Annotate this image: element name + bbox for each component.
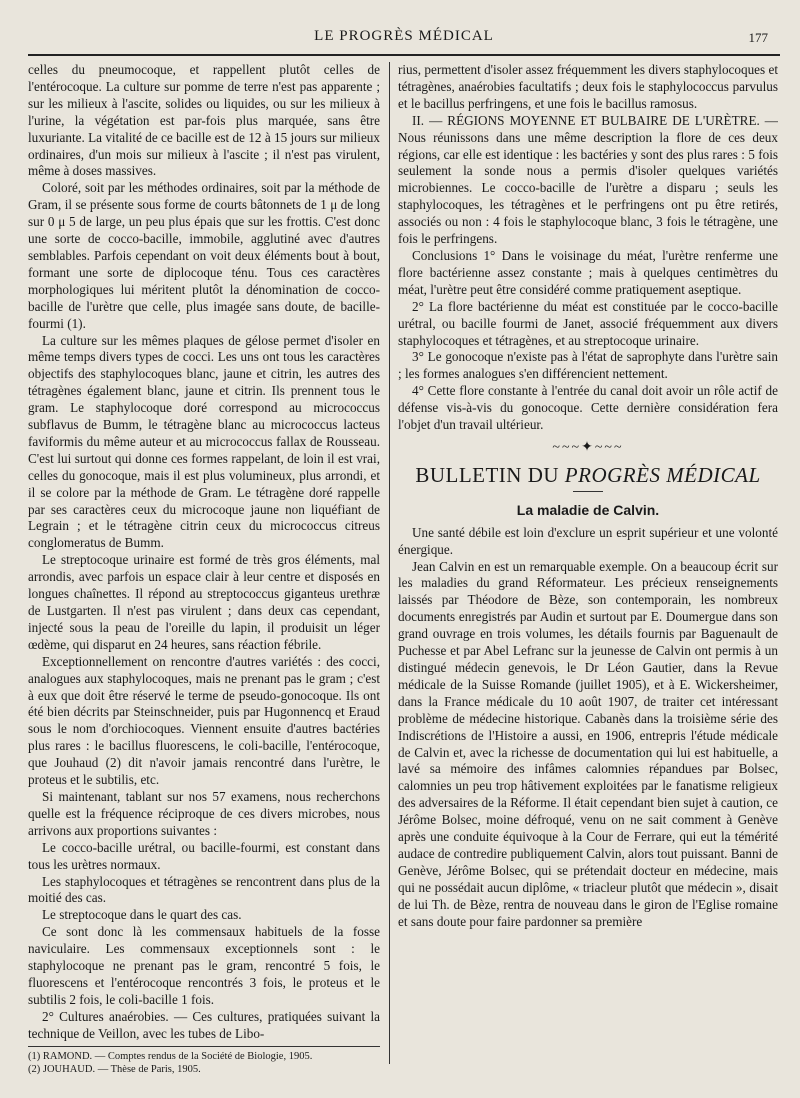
bulletin-heading bbox=[398, 463, 778, 487]
running-header bbox=[28, 24, 780, 50]
journal-title: LE PROGRÈS MÉDICAL bbox=[314, 28, 494, 44]
footnote: (2) JOUHAUD. — Thèse de Paris, 1905. bbox=[28, 1064, 201, 1075]
footnotes bbox=[28, 1046, 380, 1076]
paragraph: Le cocco-bacille urétral, ou bacille-fourmi, est constant dans tous les urètres normaux. bbox=[28, 839, 380, 872]
bulletin-heading-prefix: BULLETIN DU bbox=[415, 462, 565, 487]
paragraph: Conclusions 1° Dans le voisinage du méat, l'urètre renferme une flore bactérienne assez constante ; mais à quelques centimètres du méat, l'urètre peut être considéré comme pratiquement aseptique. bbox=[398, 247, 778, 297]
left-column bbox=[28, 62, 380, 1068]
paragraph: Si maintenant, tablant sur nos 57 examens, nous recherchons quelle est la fréquence réciproque de ces divers microbes, nous arrivons aux proportions suivantes : bbox=[28, 788, 380, 838]
paragraph: Exceptionnellement on rencontre d'autres variétés : des cocci, analogues aux staphylocoques, mais ne prenant pas le gram ; c'est à eux que doit être réservé le terme de pseudo-gonocoque. Ils ont été bien décrits par Steinschneider, puis par Hugonnencq et Eraud sous le nom d'orchiocoques. Viennent ensuite d'autres bactéries plus rares : le bacillus fluorescens, le coli-bacille, l'entérocoque, que Jouhaud (2) dit n'avoir jamais rencontré dans l'urètre, le proteus et le subtilis, etc. bbox=[28, 653, 380, 788]
paragraph: La culture sur les mêmes plaques de gélose permet d'isoler en même temps divers types de cocci. Les uns ont tous les caractères objectifs des staphylocoques blanc, jaune et citrin, les autres des tétragènes également blanc, jaune et citrin. Ils prennent tous le gram. Le staphylocoque doré correspond au micrococcus subflavus de Bumm, le tétragène blanc au micrococcus lacteus faviformis du même auteur et au micrococcus fallax de Rousseau. C'est lui surtout qui donne ces formes rappelant, de loin il est vrai, celles du gonocoque, mais il est plus volumineux, plus arrondi, et il se colore par la méthode de Gram. Le tétragène doré rappelle par ses caractères ceux du microcoque jaune non liquéfiant de Legrain ; et le tétragène citrin ceux du micrococcus citreus conglomeratus de Bumm. bbox=[28, 332, 380, 551]
paragraph: 4° Cette flore constante à l'entrée du canal doit avoir un rôle actif de défense vis-à-vis du gonocoque. Cette dernière considération fera l'objet d'un travail ultérieur. bbox=[398, 383, 778, 433]
paragraph: Les staphylocoques et tétragènes se rencontrent dans plus de la moitié des cas. bbox=[28, 873, 380, 906]
right-column bbox=[398, 62, 778, 1068]
paragraph: II. — RÉGIONS MOYENNE ET BULBAIRE DE L'URÈTRE. — Nous réunissons dans une même description la flore de ces deux régions, car elle est identique : les bactéries y sont des plus rares : 5 fois seulement la sonde nous a permis d'isoler quelques variétés microbiennes. Le cocco-bacille de l'urètre a disparu ; seuls les staphylocoques, les tétragènes et le perfringens ont pu être retirés, associés ou non : 4 fois le staphylocoque blanc, 3 fois le tétragène, une fois le perfringens. bbox=[398, 112, 778, 247]
paragraph: Ce sont donc là les commensaux habituels de la fosse naviculaire. Les commensaux exceptionnels sont : le staphylocoque ne prenant pas le gram, rencontré 5 fois, le fluorescens et l'entérocoque rencontrés 3 fois, le proteus et le subtilis 2 fois, le coli-bacille 1 fois. bbox=[28, 924, 380, 1007]
paragraph: 2° Cultures anaérobies. — Ces cultures, pratiquées suivant la technique de Veillon, avec les tubes de Libo- bbox=[28, 1008, 380, 1041]
bulletin-heading-journal: PROGRÈS MÉDICAL bbox=[564, 462, 761, 487]
paragraph: 3° Le gonocoque n'existe pas à l'état de saprophyte dans l'urètre sain ; les formes analogues s'en différencient nettement. bbox=[398, 349, 778, 382]
paragraph: Coloré, soit par les méthodes ordinaires, soit par la méthode de Gram, il se présente sous forme de courts bâtonnets de 1 μ de long sur 0 μ 5 de large, un peu plus épais que sur les frottis. C'est donc une sorte de cocco-bacille, immobile, agglutiné avec d'autres semblables. Parfois cependant on voit deux éléments bout à bout, formant une sorte de diplocoque ténu. Tous ces caractères morphologiques lui méritent plutôt la dénomination de cocco-bacille de l'urètre que celle, plus imagée sans doute, de bacille-fourmi (1). bbox=[28, 180, 380, 331]
ornament-divider: ~~~✦~~~ bbox=[552, 439, 624, 455]
footnote: (1) RAMOND. — Comptes rendus de la Société de Biologie, 1905. bbox=[28, 1051, 313, 1062]
header-rule bbox=[28, 54, 780, 56]
paragraph: Le streptocoque dans le quart des cas. bbox=[42, 907, 242, 923]
paragraph: Le streptocoque urinaire est formé de très gros éléments, mal arrondis, avec parfois un espace clair à leur centre et disposés en longues chaînettes. Il répond au streptococcus giganteus urethræ de Lustgarten. Il n'est pas virulent ; dans deux cas cependant, injecté sous la peau de l'oreille du lapin, il produisit un léger œdème, qui disparut en 24 heures, sans réaction fébrile. bbox=[28, 552, 380, 652]
paragraph: rius, permettent d'isoler assez fréquemment les divers staphylocoques et tétragènes, anaérobies facultatifs ; deux fois le staphylococcus parvulus et le bacillus perfringens, et une fois le bacillus ramosus. bbox=[398, 62, 778, 111]
bulletin-rule bbox=[573, 491, 603, 492]
paragraph: celles du pneumocoque, et rappellent plutôt celles de l'entérocoque. La culture sur pomme de terre n'est pas apparente ; sur les milieux à l'ascite, solides ou liquides, ou sur les milieux à l'urine, la végétation est par-fois plus marquée, sans être luxuriante. La vitalité de ce bacille est de 12 à 15 jours sur milieux ordinaires, d'un mois sur milieux à l'ascite ; il n'est pas virulent, même à doses massives. bbox=[28, 62, 380, 179]
article-title: La maladie de Calvin. bbox=[516, 501, 660, 518]
paragraph: Jean Calvin en est un remarquable exemple. On a beaucoup écrit sur les maladies du grand Réformateur. Les précieux renseignements laissés par Théodore de Bèze, son contemporain, les nombreux documents enregistrés par Audin et surtout par E. Doumergue dans son grand ouvrage en trois volumes, les détails fournis par Baguenault de Puchesse et par Abel Lefranc sur la jeunesse de Calvin ont permis à un distingué médecin genevois, le Dr Léon Gautier, dans la Revue médicale de la Suisse Romande (juillet 1905), et à E. Wickersheimer, dans la France médicale du 10 août 1907, de traiter cet intéressant problème de médecine historique. Cabanès dans la troisième série des Indiscrétions de l'Histoire a aussi, en 1906, entrepris l'étude médicale de Calvin et, avec la richesse de documentation qui lui est habituelle, a lavé sa mémoire des infâmes calomnies répandues par Bolsec, calomnies un peu trop hâtivement exploitées par le fanatisme religieux des adversaires de la Réforme. Il était cependant bien sujet à caution, ce Jérôme Bolsec, moine défroqué, venu on ne sait comment à Genève après une conduite équivoque à la Cour de Ferrare, qui eut la témérité audace de contredire publiquement Calvin, alors tout puissant. Banni de Genève, Jérôme Bolsec, qui se prétendait docteur en médecine, mais qui ne possédait aucun diplôme, « triacleur plutôt que médecin », disait de lui Th. de Bèze, rentra de nouveau dans le giron de l'Eglise romaine et sans doute pour faire pardonner sa première bbox=[398, 558, 778, 929]
paragraph: Une santé débile est loin d'exclure un esprit supérieur et une volonté énergique. bbox=[398, 524, 778, 557]
page-number: 177 bbox=[748, 30, 768, 45]
column-divider bbox=[389, 62, 390, 1064]
paragraph: 2° La flore bactérienne du méat est constituée par le cocco-bacille urétral, ou bacille fourmi de Janet, associé fréquemment aux divers staphylocoques et tétragènes, et au streptocoque urinaire. bbox=[398, 298, 778, 348]
